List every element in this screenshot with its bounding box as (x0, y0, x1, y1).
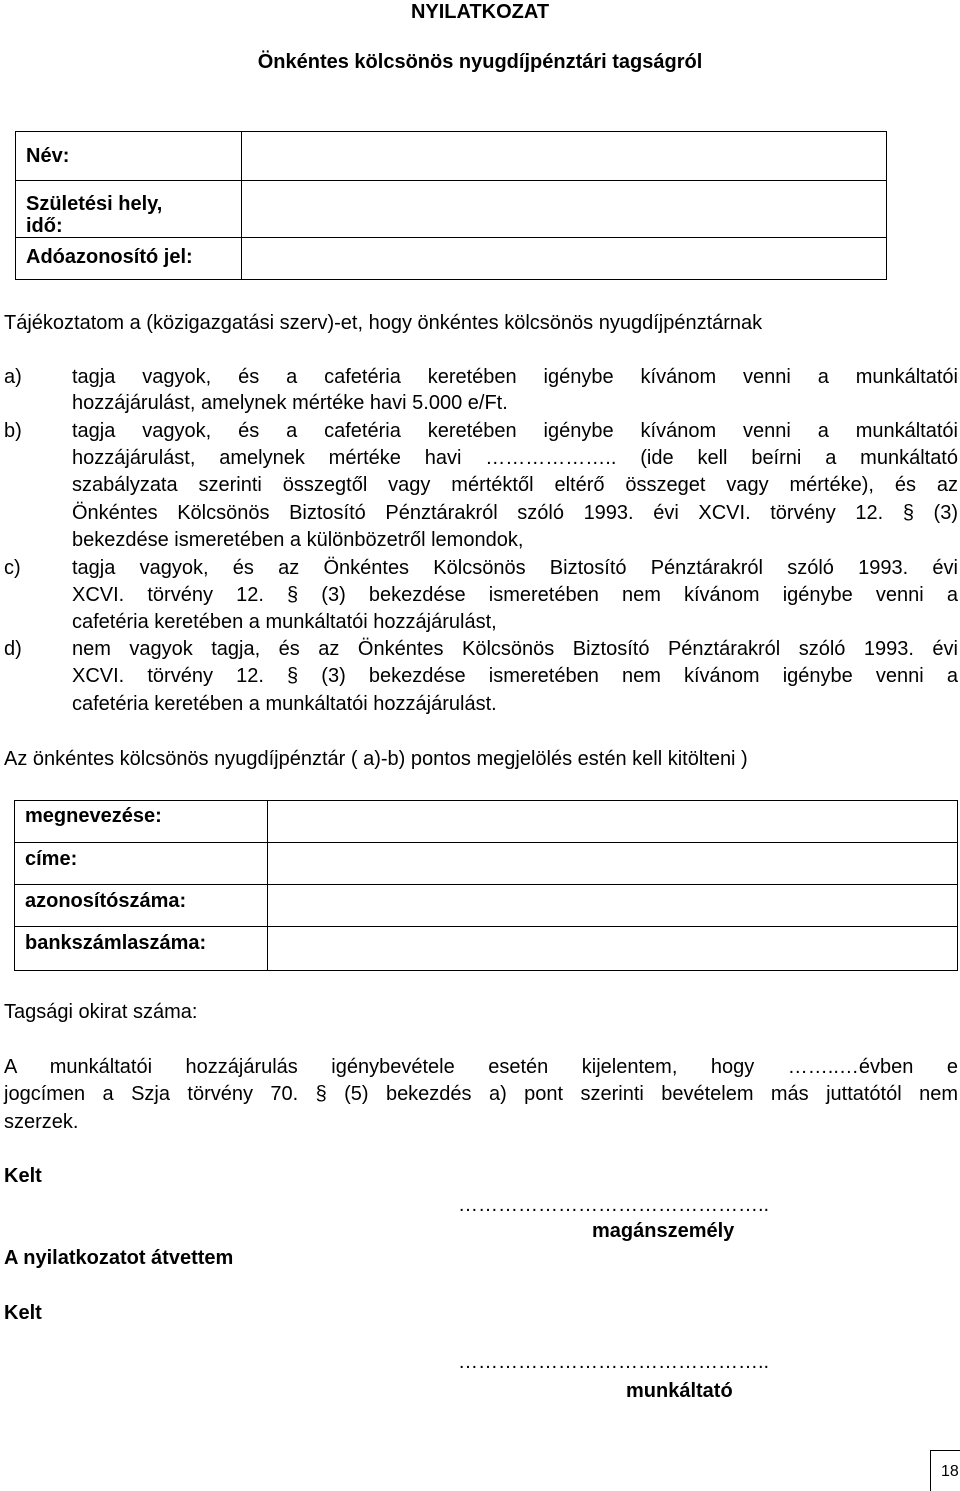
option-d-line: nem vagyok tagja, és az Önkéntes Kölcsönös Biztosító Pénztárakról szóló 1993. évi (72, 638, 958, 660)
signature-dots: ……………………………………….. (458, 1194, 770, 1216)
option-c-line: tagja vagyok, és az Önkéntes Kölcsönös Biztosító Pénztárakról szóló 1993. évi (72, 557, 958, 579)
membership-doc-label: Tagsági okirat száma: (4, 1001, 198, 1023)
tax-label-cell (16, 238, 242, 280)
option-c-line: XCVI. törvény 12. § (3) bekezdése ismeretében nem kívánom igénybe venni a (72, 584, 958, 606)
signature-dots: ……………………………………….. (458, 1351, 770, 1373)
fund-name-label: megnevezése: (25, 805, 162, 827)
option-c-marker: c) (4, 557, 21, 579)
declaration-line: szerzek. (4, 1111, 79, 1133)
employer-signature-label: munkáltató (626, 1380, 733, 1402)
fund-note: Az önkéntes kölcsönös nyugdíjpénztár ( a)-b) pontos megjelölés estén kell kitölteni ) (4, 748, 748, 770)
fund-bank-value-cell[interactable] (268, 927, 958, 971)
option-a-marker: a) (4, 366, 22, 388)
document-title: NYILATKOZAT (410, 1, 550, 23)
option-b-line: Önkéntes Kölcsönös Biztosító Pénztárakról szóló 1993. évi XCVI. törvény 12. § (3) (72, 502, 958, 524)
declaration-line: A munkáltatói hozzájárulás igénybevétele esetén kijelentem, hogy ……..…évben e (4, 1056, 958, 1078)
fund-id-label-cell (15, 885, 268, 927)
fund-address-label-cell (15, 843, 268, 885)
person-signature-label: magánszemély (592, 1220, 735, 1242)
kelt-label: Kelt (4, 1302, 42, 1324)
option-a-line: tagja vagyok, és a cafetéria keretében igénybe kívánom venni a munkáltatói (72, 366, 958, 388)
name-label: Név: (26, 145, 70, 167)
birth-date-label: idő: (26, 215, 63, 237)
option-d-marker: d) (4, 638, 22, 660)
kelt-label: Kelt (4, 1165, 42, 1187)
page-number: 18 (941, 1463, 959, 1480)
option-a-line: hozzájárulást, amelynek mértéke havi 5.000 e/Ft. (72, 392, 508, 414)
name-value-cell[interactable] (242, 132, 887, 181)
fund-id-value-cell[interactable] (268, 885, 958, 927)
fund-bank-label: bankszámlaszáma: (25, 932, 207, 954)
birth-value-cell[interactable] (242, 181, 887, 238)
personal-data-table (15, 131, 887, 280)
option-c-line: cafetéria keretében a munkáltatói hozzájárulást, (72, 611, 497, 633)
tax-id-label: Adóazonosító jel: (26, 246, 193, 268)
fund-name-label-cell (15, 801, 268, 843)
option-b-line: bekezdése ismeretében a különbözetről lemondok, (72, 529, 524, 551)
name-label-cell (16, 132, 242, 181)
birth-place-label: Születési hely, (26, 193, 163, 215)
option-b-marker: b) (4, 420, 22, 442)
birth-label-cell (16, 181, 242, 238)
received-label: A nyilatkozatot átvettem (4, 1247, 234, 1269)
option-b-line: szabályzata szerinti összegtől vagy mértéktől eltérő összeget vagy mértéke), és az (72, 474, 958, 496)
document-subtitle: Önkéntes kölcsönös nyugdíjpénztári tagságról (257, 51, 703, 73)
fund-bank-label-cell (15, 927, 268, 971)
option-b-line: hozzájárulást, amelynek mértéke havi ……………….. (ide kell beírni a munkáltató (72, 447, 958, 469)
tax-value-cell[interactable] (242, 238, 887, 280)
fund-data-table (14, 800, 958, 971)
option-b-line: tagja vagyok, és a cafetéria keretében igénybe kívánom venni a munkáltatói (72, 420, 958, 442)
fund-address-value-cell[interactable] (268, 843, 958, 885)
option-d-line: XCVI. törvény 12. § (3) bekezdése ismeretében nem kívánom igénybe venni a (72, 665, 958, 687)
declaration-line: jogcímen a Szja törvény 70. § (5) bekezdés a) pont szerinti bevételem más juttatótól nem (4, 1083, 958, 1105)
option-d-line: cafetéria keretében a munkáltatói hozzájárulást. (72, 693, 497, 715)
fund-id-label: azonosítószáma: (25, 890, 187, 912)
fund-name-value-cell[interactable] (268, 801, 958, 843)
intro-text: Tájékoztatom a (közigazgatási szerv)-et, hogy önkéntes kölcsönös nyugdíjpénztárnak (4, 312, 763, 334)
fund-address-label: címe: (25, 848, 78, 870)
